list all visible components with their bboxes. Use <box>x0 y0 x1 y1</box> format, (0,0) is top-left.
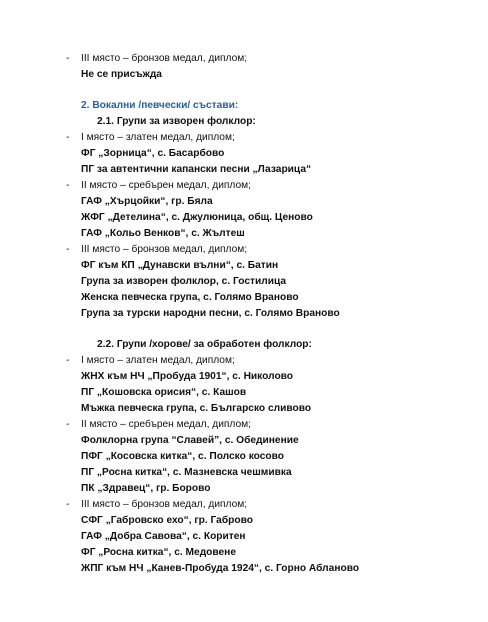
winner-entry: ЖПГ към НЧ „Канев-Пробуда 1924“, с. Горно Абланово <box>81 563 360 574</box>
winner-entry: ПФГ „Косовска китка“, с. Полско косово <box>81 451 284 462</box>
winner-entry: ГАФ „Добра Савова“, с. Коритен <box>81 531 246 542</box>
winner-entry: Фолклорна група “Славей”, с. Обединение <box>81 435 299 446</box>
place-label: I място – златен медал, диплом; <box>81 355 235 366</box>
winner-entry: Група за турски народни песни, с. Голямо Враново <box>81 308 340 319</box>
place-label: III място – бронзов медал, диплом; <box>81 499 248 510</box>
winner-entry: Женска певческа група, с. Голямо Враново <box>81 292 299 303</box>
place-label: III място – бронзов медал, диплом; <box>81 53 248 64</box>
winner-entry: ПГ „Росна китка“, с. Мазневска чешмивка <box>81 467 292 478</box>
winner-entry: ГАФ „Кольо Венков“, с. Жълтеш <box>81 228 245 239</box>
winner-entry: Мъжка певческа група, с. Българско сливово <box>81 403 312 414</box>
winner-entry: ЖНХ към НЧ „Пробуда 1901“, с. Николово <box>81 371 294 382</box>
winner-entry: ПГ за автентични капански песни „Лазарица“ <box>81 164 312 175</box>
subsection-heading: 2.1. Групи за изворен фолклор: <box>97 116 256 127</box>
winner-entry: ФГ „Зорница“, с. Басарбово <box>81 148 225 159</box>
winner-entry: Група за изворен фолклор, с. Гостилица <box>81 276 287 287</box>
subsection-heading: 2.2. Групи /хорове/ за обработен фолклор: <box>97 339 312 350</box>
list-bullet: - <box>66 180 70 191</box>
winner-entry: ФГ към КП „Дунавски вълни“, с. Батин <box>81 260 279 271</box>
winner-entry: ФГ „Росна китка“, с. Медовене <box>81 547 236 558</box>
winner-entry: СФГ „Габровско ехо“, гр. Габрово <box>81 515 253 526</box>
winner-entry: ПГ „Кошовска орисия“, с. Кашов <box>81 387 247 398</box>
place-label: II място – сребърен медал, диплом; <box>81 180 251 191</box>
list-bullet: - <box>66 132 70 143</box>
winner-entry: ГАФ „Хърцойки“, гр. Бяла <box>81 196 213 207</box>
list-bullet: - <box>66 419 70 430</box>
list-bullet: - <box>66 53 70 64</box>
place-label: II място – сребърен медал, диплом; <box>81 419 251 430</box>
winner-entry: ПК „Здравец“, гр. Борово <box>81 483 211 494</box>
place-label: I място – златен медал, диплом; <box>81 132 235 143</box>
list-bullet: - <box>66 499 70 510</box>
section-heading: 2. Вокални /певчески/ състави: <box>81 100 239 111</box>
winner-entry: ЖФГ „Детелина“, с. Джулюница, общ. Ценово <box>81 212 313 223</box>
place-label: III място – бронзов медал, диплом; <box>81 244 248 255</box>
winner-entry: Не се присъжда <box>81 69 162 80</box>
list-bullet: - <box>66 355 70 366</box>
list-bullet: - <box>66 244 70 255</box>
